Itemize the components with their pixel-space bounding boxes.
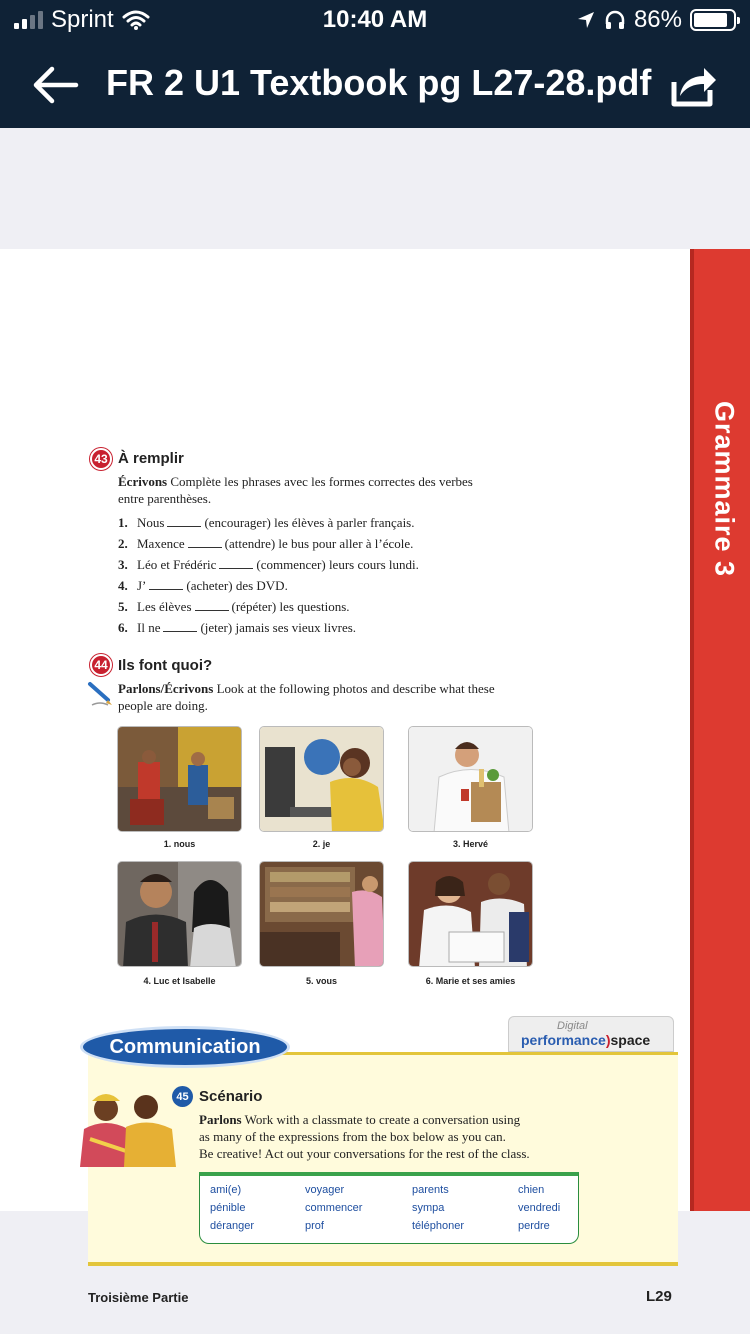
- vocab-word: prof: [305, 1220, 324, 1232]
- exercise-title: À remplir: [118, 450, 184, 467]
- instruction-text: Complète les phrases avec les formes correctes des verbes entre parenthèses.: [118, 474, 473, 506]
- location-arrow-icon: [576, 10, 596, 30]
- instruction-lead: Parlons/Écrivons: [118, 681, 214, 696]
- photo-caption: 4. Luc et Isabelle: [143, 976, 216, 986]
- exercise-item: 4. J’ (acheter) des DVD.: [118, 578, 288, 593]
- photo-caption: 2. je: [312, 839, 331, 849]
- exercise-item: 3. Léo et Frédéric (commencer) leurs cours lundi.: [118, 557, 419, 572]
- exercise-number-badge: 43: [90, 448, 112, 470]
- page-footer-section: Troisième Partie: [88, 1290, 189, 1305]
- instruction-lead: Écrivons: [118, 474, 168, 489]
- exercise-item: 5. Les élèves (répéter) les questions.: [118, 599, 350, 614]
- vocab-word: déranger: [210, 1220, 255, 1232]
- exercise-instruction: [118, 473, 498, 507]
- exercise-number-badge: 44: [90, 654, 112, 676]
- vocab-word: ami(e): [210, 1184, 242, 1196]
- instruction-lead: Parlons: [199, 1112, 242, 1127]
- photo-caption: 3. Hervé: [452, 839, 489, 849]
- photo-caption: 1. nous: [163, 839, 196, 849]
- exercise-title: Ils font quoi?: [118, 657, 213, 674]
- vocab-word: pénible: [210, 1202, 246, 1214]
- pencil-icon: [86, 680, 114, 708]
- photo-couple-watch: [117, 861, 242, 967]
- battery-icon: [690, 9, 736, 31]
- vocab-word: commencer: [305, 1202, 363, 1214]
- status-right: [576, 6, 736, 34]
- headphones-icon: [604, 10, 626, 30]
- photo-library: [259, 861, 384, 967]
- vocab-word: sympa: [412, 1202, 445, 1214]
- instruction-text: Look at the following photos and describe what these people are doing.: [118, 681, 495, 713]
- side-tab-label: Grammaire 3: [709, 400, 740, 578]
- photo-caption: 6. Marie et ses amies: [425, 976, 516, 986]
- page-number: L29: [646, 1288, 672, 1305]
- vocabulary-box: [199, 1172, 579, 1244]
- back-arrow-icon[interactable]: [30, 60, 80, 110]
- exercise-items: [118, 512, 419, 638]
- clock: 10:40 AM: [322, 6, 428, 33]
- vocab-word: vendredi: [518, 1202, 561, 1214]
- vocab-word: parents: [412, 1184, 449, 1196]
- pdf-viewer[interactable]: [0, 128, 750, 1334]
- exercise-number-badge: 45: [172, 1086, 193, 1107]
- navigation-bar: [0, 40, 750, 128]
- exercise-instruction: [118, 680, 498, 714]
- exercise-item: 1. Nous (encourager) les élèves à parler français.: [118, 515, 415, 530]
- exercise-title: Scénario: [199, 1088, 263, 1105]
- vocab-word: perdre: [518, 1220, 550, 1232]
- vocab-word: téléphoner: [412, 1220, 464, 1232]
- status-bar: [0, 0, 750, 40]
- carrier-name: Sprint: [51, 6, 114, 33]
- battery-percent: 86%: [633, 6, 682, 33]
- exercise-instruction: Parlons Work with a classmate to create a conversation using as many of the expressions from the box below as you can. Be creative! Act out your conversations for the rest of the class.: [199, 1112, 530, 1161]
- share-icon[interactable]: [666, 60, 718, 110]
- photo-students-studying: [408, 861, 533, 967]
- exercise-item: 6. Il ne (jeter) jamais ses vieux livres.: [118, 620, 357, 635]
- photo-girl-computer: [259, 726, 384, 832]
- photo-students-luggage: [117, 726, 242, 832]
- vocab-word: voyager: [305, 1184, 345, 1196]
- vocab-word: chien: [518, 1184, 545, 1196]
- photo-man-groceries: [408, 726, 533, 832]
- people-illustration: [76, 1087, 180, 1167]
- digital-performance-space-logo: Digital performance)space: [508, 1016, 674, 1052]
- chapter-side-tab: [690, 249, 750, 1211]
- document-title: FR 2 U1 Textbook pg L27-28.pdf: [106, 62, 652, 103]
- exercise-item: 2. Maxence (attendre) le bus pour aller à l’école.: [118, 536, 414, 551]
- photo-caption: 5. vous: [305, 976, 337, 986]
- communication-banner: Communication: [80, 1026, 290, 1068]
- pdf-page: [0, 249, 750, 1305]
